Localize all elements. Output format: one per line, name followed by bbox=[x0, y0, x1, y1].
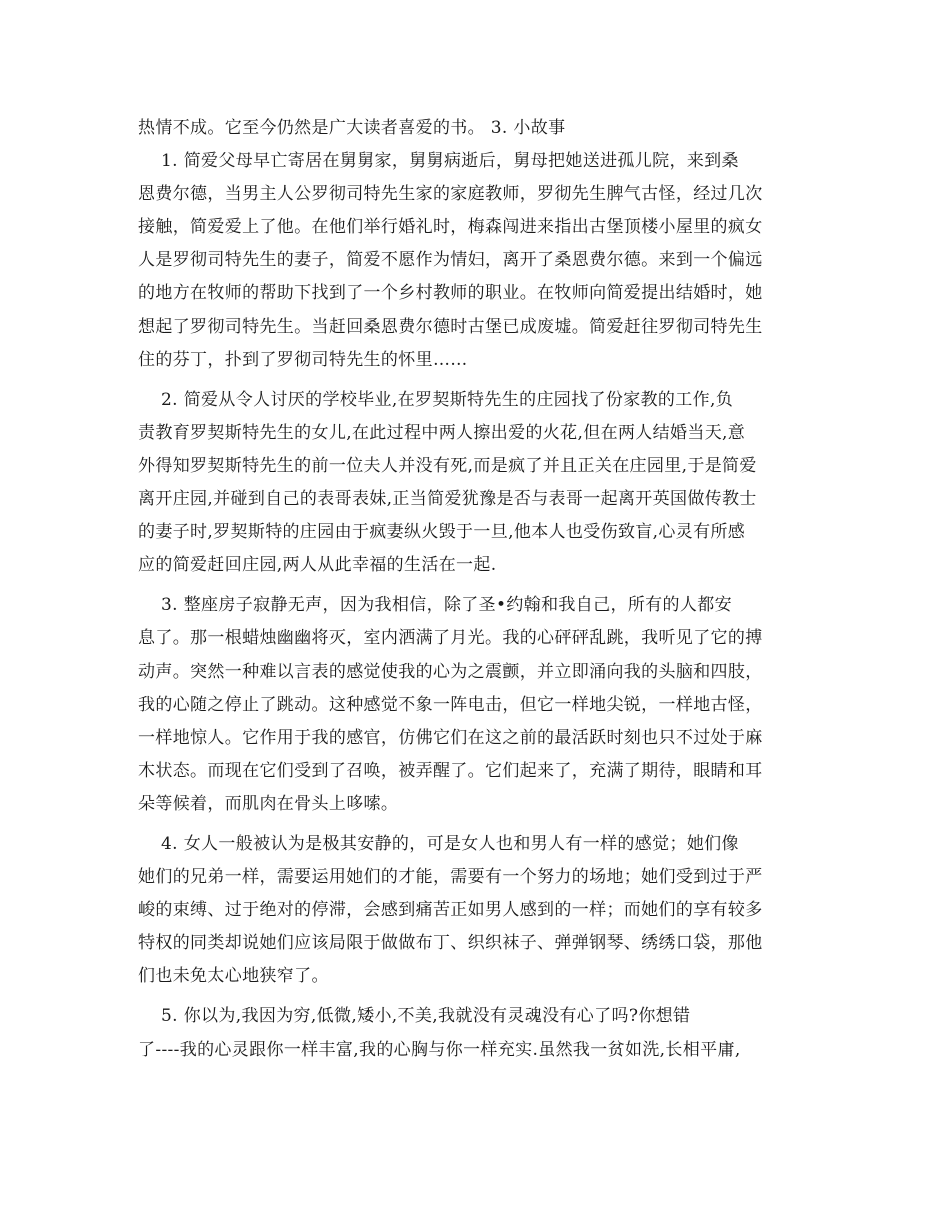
text-line: 人是罗彻司特先生的妻子，简爱不愿作为情妇，离开了桑恩费尔德。来到一个偏远 bbox=[138, 250, 763, 271]
text-line: 的地方在牧师的帮助下找到了一个乡村教师的职业。在牧师向简爱提出结婚时，她 bbox=[138, 283, 763, 304]
paragraph-gap bbox=[138, 821, 822, 828]
text-line: 动声。突然一种难以言表的感觉使我的心为之震颤，并立即涌向我的头脑和四肢， bbox=[138, 661, 763, 682]
text-line: 了----我的心灵跟你一样丰富,我的心胸与你一样充实.虽然我一贫如洗,长相平庸, bbox=[138, 1039, 741, 1060]
paragraph-gap bbox=[138, 582, 822, 589]
paragraph-5-start: 5. 你以为,我因为穷,低微,矮小,不美,我就没有灵魂没有心了吗?你想错 bbox=[138, 1006, 691, 1027]
paragraph-4-start: 4. 女人一般被认为是极其安静的，可是女人也和男人有一样的感觉；她们像 bbox=[138, 833, 739, 854]
paragraph-3-start: 3. 整座房子寂静无声，因为我相信，除了圣•约翰和我自己，所有的人都安 bbox=[138, 595, 732, 616]
text-line: 特权的同类却说她们应该局限于做做布丁、织织袜子、弹弹钢琴、绣绣口袋，那他 bbox=[138, 933, 763, 954]
text-line: 她们的兄弟一样，需要运用她们的才能，需要有一个努力的场地；她们受到过于严 bbox=[138, 867, 763, 888]
text-line: 责教育罗契斯特先生的女儿,在此过程中两人擦出爱的火花,但在两人结婚当天,意 bbox=[138, 422, 746, 443]
text-line: 峻的束缚、过于绝对的停滞，会感到痛苦正如男人感到的一样；而她们的享有较多 bbox=[138, 900, 763, 921]
text-line: 朵等候着，而肌肉在骨头上哆嗦。 bbox=[138, 793, 399, 814]
text-line: 们也未免太心地狭窄了。 bbox=[138, 966, 329, 987]
text-line: 想起了罗彻司特先生。当赶回桑恩费尔德时古堡已成废墟。简爱赶往罗彻司特先生 bbox=[138, 316, 763, 337]
text-line: 接触，简爱爱上了他。在他们举行婚礼时，梅森闯进来指出古堡顶楼小屋里的疯女 bbox=[138, 217, 763, 238]
paragraph-gap bbox=[138, 377, 822, 384]
document-page bbox=[138, 112, 822, 1067]
paragraph-gap bbox=[138, 993, 822, 1000]
text-line: 我的心随之停止了跳动。这种感觉不象一阵电击，但它一样地尖锐，一样地古怪， bbox=[138, 694, 763, 715]
text-line: 一样地惊人。它作用于我的感官，仿佛它们在这之前的最活跃时刻也只不过处于麻 bbox=[138, 727, 763, 748]
paragraph-1-start: 1. 简爱父母早亡寄居在舅舅家，舅舅病逝后，舅母把她送进孤儿院，来到桑 bbox=[138, 151, 739, 172]
text-line: 恩费尔德，当男主人公罗彻司特先生家的家庭教师，罗彻先生脾气古怪，经过几次 bbox=[138, 184, 763, 205]
text-line: 木状态。而现在它们受到了召唤，被弄醒了。它们起来了，充满了期待，眼睛和耳 bbox=[138, 760, 763, 781]
text-line: 息了。那一根蜡烛幽幽将灭，室内洒满了月光。我的心砰砰乱跳，我听见了它的搏 bbox=[138, 628, 763, 649]
text-line: 住的芬丁，扑到了罗彻司特先生的怀里…… bbox=[138, 349, 468, 370]
text-line: 应的简爱赶回庄园,两人从此幸福的生活在一起. bbox=[138, 555, 497, 576]
text-line: 外得知罗契斯特先生的前一位夫人并没有死,而是疯了并且正关在庄园里,于是简爱 bbox=[138, 455, 757, 476]
text-line: 的妻子时,罗契斯特的庄园由于疯妻纵火毁于一旦,他本人也受伤致盲,心灵有所感 bbox=[138, 522, 746, 543]
paragraph-2-start: 2. 简爱从令人讨厌的学校毕业,在罗契斯特先生的庄园找了份家教的工作,负 bbox=[138, 389, 734, 410]
text-line: 离开庄园,并碰到自己的表哥表妹,正当简爱犹豫是否与表哥一起离开英国做传教士 bbox=[138, 489, 757, 510]
text-line: 热情不成。它至今仍然是广大读者喜爱的书。 3. 小故事 bbox=[138, 118, 566, 138]
